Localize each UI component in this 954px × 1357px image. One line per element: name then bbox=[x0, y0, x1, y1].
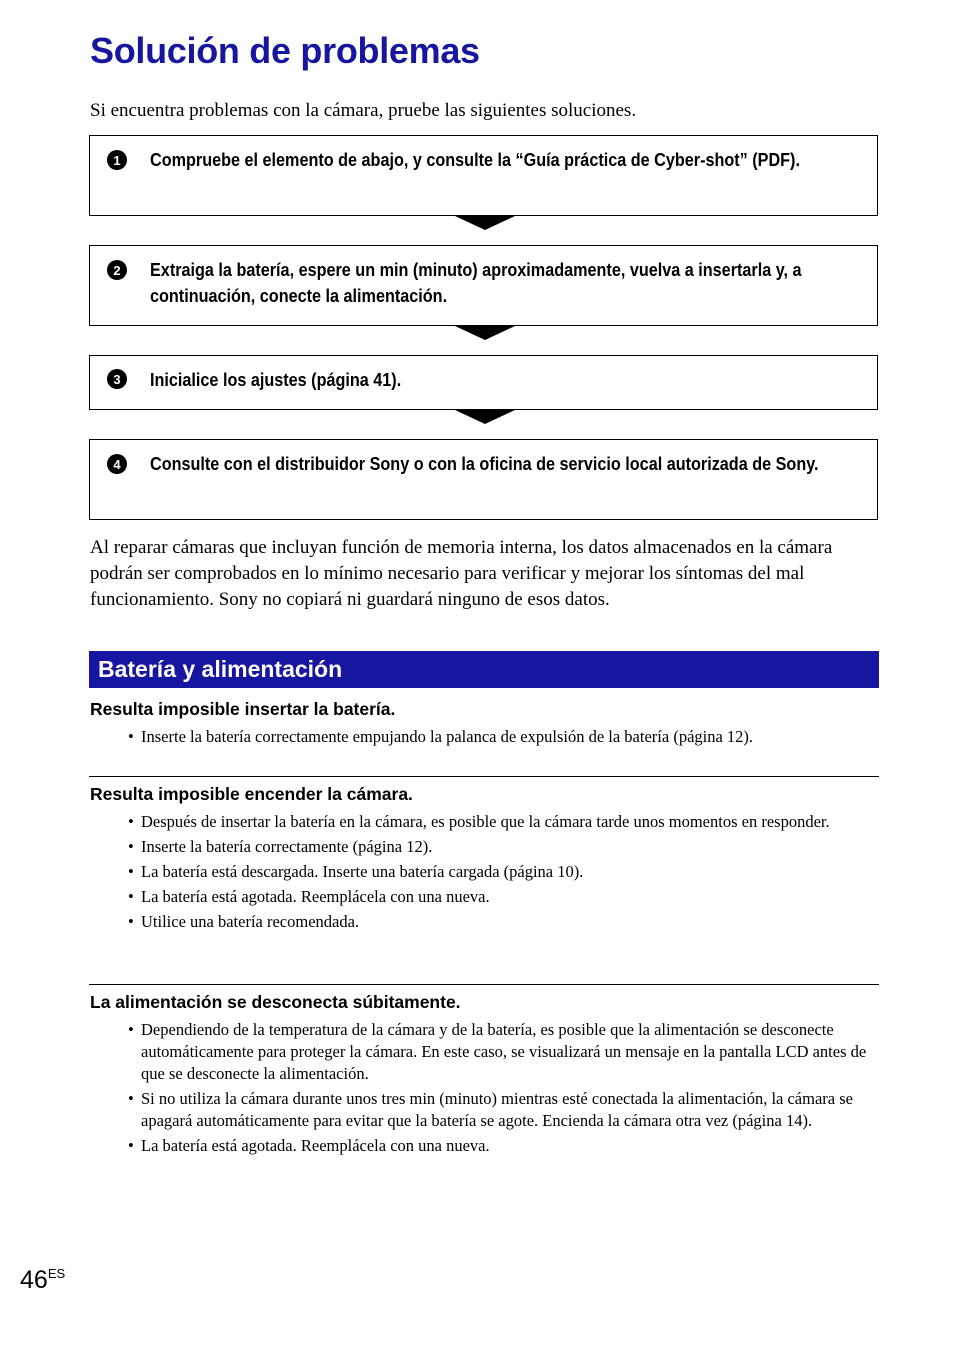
solution-text: Inserte la batería correctamente (página 12). bbox=[141, 837, 433, 856]
page-language-suffix: ES bbox=[47, 1266, 66, 1281]
problem-title: Resulta imposible insertar la batería. bbox=[90, 699, 396, 719]
page-number bbox=[20, 1266, 65, 1295]
divider bbox=[89, 776, 879, 777]
step-number-3: 3 bbox=[107, 369, 127, 389]
bullet: • bbox=[128, 1136, 134, 1155]
solution-text: La batería está agotada. Reemplácela con una nueva. bbox=[141, 887, 490, 906]
step-2-text: Extraiga la batería, espere un min (minuto) aproximadamente, vuelva a insertarla y, a continuación, conecte la alimentación. bbox=[150, 260, 802, 306]
bullet: • bbox=[128, 912, 134, 931]
solution-item bbox=[90, 1135, 881, 1157]
solution-text: Dependiendo de la temperatura de la cámara y de la batería, es posible que la alimentación se desconecte automáticamente para proteger la cámara. En este caso, se visualizará un mensaje en la pantalla LCD antes de que se desconecte la alimentación. bbox=[141, 1020, 867, 1083]
down-arrow-icon bbox=[455, 326, 515, 340]
step-4-box bbox=[89, 439, 878, 520]
intro-text: Si encuentra problemas con la cámara, pruebe las siguientes soluciones. bbox=[90, 100, 637, 121]
step-2-box bbox=[89, 245, 878, 326]
problem-block bbox=[90, 991, 880, 1160]
step-3-text: Inicialice los ajustes (página 41). bbox=[150, 370, 402, 390]
down-arrow-icon bbox=[455, 410, 515, 424]
solution-item bbox=[90, 886, 881, 908]
bullet: • bbox=[128, 812, 134, 831]
bullet: • bbox=[128, 1089, 134, 1108]
page-number-value: 46 bbox=[20, 1266, 48, 1294]
solution-item bbox=[90, 726, 881, 748]
section-heading: Batería y alimentación bbox=[89, 651, 879, 688]
step-number-2: 2 bbox=[107, 260, 127, 280]
divider bbox=[89, 984, 879, 985]
bullet: • bbox=[128, 1020, 134, 1039]
problem-block bbox=[90, 783, 880, 936]
problem-block bbox=[90, 698, 880, 751]
solution-list bbox=[90, 811, 880, 933]
solution-text: Después de insertar la batería en la cámara, es posible que la cámara tarde unos momentos en responder. bbox=[141, 812, 830, 831]
solution-text: La batería está descargada. Inserte una batería cargada (página 10). bbox=[141, 862, 584, 881]
solution-text: Si no utiliza la cámara durante unos tres min (minuto) mientras esté conectada la alimentación, la cámara se apagará automáticamente para evitar que la batería se agote. Encienda la cámara otra vez (página 14). bbox=[141, 1089, 853, 1130]
step-number-4: 4 bbox=[107, 454, 127, 474]
solution-item bbox=[90, 861, 881, 883]
solution-item bbox=[90, 1019, 881, 1085]
bullet: • bbox=[128, 727, 134, 746]
solution-text: Inserte la batería correctamente empujando la palanca de expulsión de la batería (página 12). bbox=[141, 727, 754, 746]
bullet: • bbox=[128, 887, 134, 906]
bullet: • bbox=[128, 837, 134, 856]
solution-item bbox=[90, 1088, 881, 1132]
step-number-1: 1 bbox=[107, 150, 127, 170]
bullet: • bbox=[128, 862, 134, 881]
solution-item bbox=[90, 911, 881, 933]
step-3-box bbox=[89, 355, 878, 410]
problem-title: Resulta imposible encender la cámara. bbox=[90, 784, 413, 804]
solution-text: La batería está agotada. Reemplácela con una nueva. bbox=[141, 1136, 490, 1155]
solution-text: Utilice una batería recomendada. bbox=[141, 912, 360, 931]
solution-item bbox=[90, 811, 881, 833]
solution-list bbox=[90, 1019, 880, 1157]
step-1-text: Compruebe el elemento de abajo, y consulte la “Guía práctica de Cyber-shot” (PDF). bbox=[150, 150, 800, 170]
repair-note: Al reparar cámaras que incluyan función de memoria interna, los datos almacenados en la cámara podrán ser comprobados en lo mínimo necesario para verificar y mejorar los síntomas del mal funcionamiento. Sony no copiará ni guardará ninguno de esos datos. bbox=[90, 537, 833, 610]
solution-item bbox=[90, 836, 881, 858]
step-4-text: Consulte con el distribuidor Sony o con la oficina de servicio local autorizada de Sony. bbox=[150, 454, 819, 474]
step-1-box bbox=[89, 135, 878, 216]
down-arrow-icon bbox=[455, 216, 515, 230]
page-title: Solución de problemas bbox=[90, 30, 480, 71]
problem-title: La alimentación se desconecta súbitamente. bbox=[90, 992, 461, 1012]
solution-list bbox=[90, 726, 880, 748]
